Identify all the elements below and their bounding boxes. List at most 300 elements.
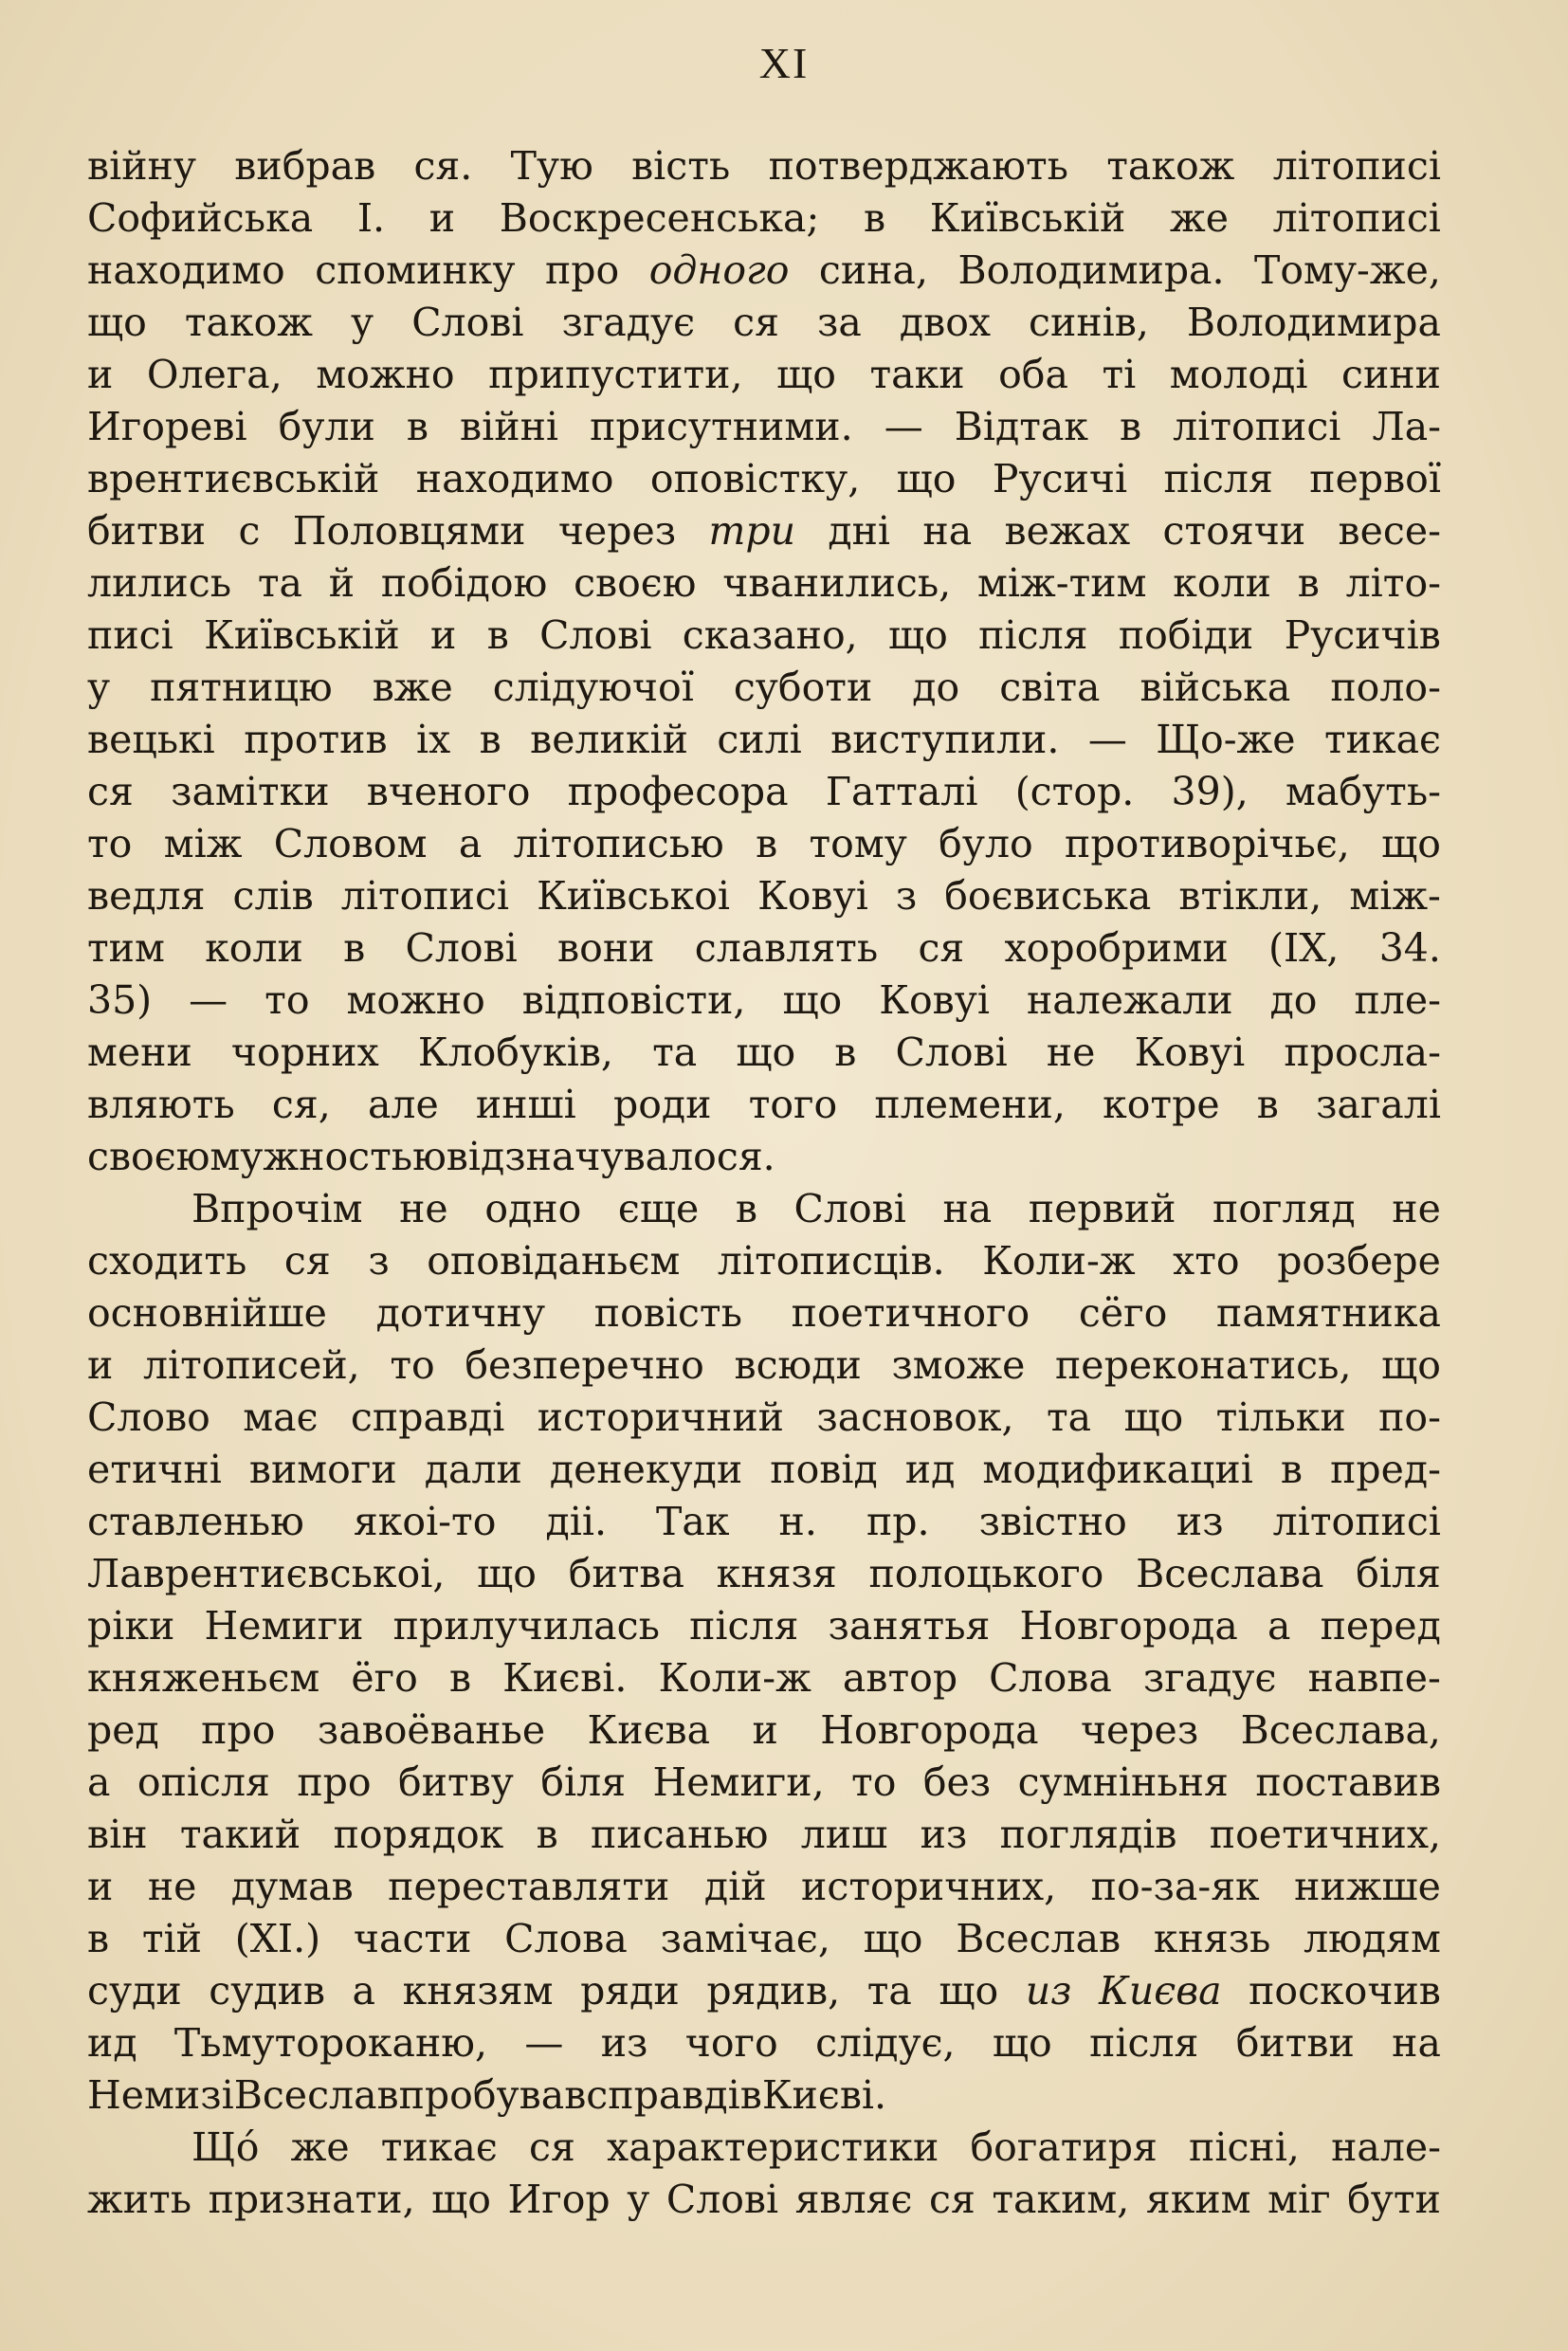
word: и <box>428 195 456 241</box>
text-line <box>87 610 1441 662</box>
word: Ла- <box>1372 404 1441 449</box>
word: Слові <box>793 1186 906 1231</box>
word: дотичну <box>375 1290 546 1336</box>
word: звістно <box>978 1499 1127 1544</box>
word: про <box>201 1707 276 1753</box>
word: ряди <box>580 1968 680 2014</box>
word: перед <box>1320 1603 1441 1649</box>
word: що <box>736 1030 796 1075</box>
word: Гатталі <box>825 769 978 814</box>
text-line <box>87 2174 1441 2226</box>
word: хто <box>1173 1238 1240 1284</box>
word: людям <box>1304 1916 1441 1961</box>
word: що <box>896 456 957 501</box>
word: в <box>1256 1082 1279 1127</box>
word: писанью <box>591 1812 769 1857</box>
word: сёго <box>1078 1290 1168 1336</box>
word: Київській <box>204 612 400 658</box>
word: та <box>866 1968 912 2014</box>
word: чого <box>684 2020 778 2066</box>
word: оповістку, <box>649 456 861 501</box>
text-line <box>87 1809 1441 1861</box>
word: Всеслав <box>233 2072 399 2118</box>
word: ся <box>918 925 965 971</box>
word: замітки <box>171 769 330 814</box>
word: Слова <box>989 1655 1112 1701</box>
word: Києві. <box>502 1655 628 1701</box>
italic-word: Києва <box>1099 1968 1222 2014</box>
word: пятницю <box>150 665 333 710</box>
word: ріки <box>87 1603 175 1649</box>
word: споминку <box>315 247 516 293</box>
word: завоёванье <box>317 1707 546 1753</box>
word: Володимира. <box>957 247 1225 293</box>
word: основнійше <box>87 1290 327 1336</box>
text-line <box>87 349 1441 401</box>
word: Слові <box>895 1030 1008 1075</box>
text-line <box>87 714 1441 766</box>
word: ставленью <box>87 1499 304 1544</box>
word: лиш <box>800 1812 888 1857</box>
word: мабуть- <box>1285 769 1441 814</box>
word: Що-же <box>1156 717 1296 762</box>
word: (XI.) <box>234 1916 321 1961</box>
word: в <box>406 404 428 449</box>
word: битву <box>398 1759 514 1805</box>
word: — <box>1087 717 1127 762</box>
word: Всеслава, <box>1240 1707 1441 1753</box>
word: присутними. <box>590 404 853 449</box>
word: тикає <box>1323 717 1441 762</box>
word: не <box>1046 1030 1096 1075</box>
word: припустити, <box>488 352 743 397</box>
word: згадує <box>1142 1655 1277 1701</box>
word: вимоги <box>248 1447 397 1492</box>
word: котре <box>1103 1082 1220 1127</box>
word: війні <box>460 404 559 449</box>
word: нижше <box>1294 1864 1441 1909</box>
word: літописі <box>1272 143 1441 189</box>
word: а <box>458 821 483 866</box>
word: Русичів <box>1284 612 1441 658</box>
word: розбере <box>1277 1238 1441 1284</box>
word: Слово <box>87 1394 210 1440</box>
word: Немиги, <box>652 1759 825 1805</box>
word: що <box>992 2020 1052 2066</box>
word: в <box>343 925 366 971</box>
word: що <box>87 300 147 345</box>
word: Ковуі <box>1134 1030 1246 1075</box>
word: міг <box>1267 2177 1331 2222</box>
word: молоді <box>1169 352 1308 397</box>
word: и <box>87 1342 114 1388</box>
word: вляють <box>87 1082 235 1127</box>
text-line <box>87 1287 1441 1340</box>
word: историчний <box>537 1394 785 1440</box>
word: синів, <box>1029 300 1149 345</box>
word: ся. <box>716 1134 775 1179</box>
word: після <box>978 612 1088 658</box>
word: битви <box>87 508 207 554</box>
word: пробував <box>398 2072 587 2118</box>
word: думав <box>230 1864 354 1909</box>
word: що <box>477 1551 537 1596</box>
word: ся, <box>271 1082 331 1127</box>
word: війська <box>1140 665 1291 710</box>
text-line <box>87 1965 1441 2017</box>
text-line <box>87 975 1441 1027</box>
text-line <box>87 1600 1441 1652</box>
word: ид <box>87 2020 137 2066</box>
word: про <box>297 1759 372 1805</box>
word: из <box>920 1812 968 1857</box>
text-line <box>87 1444 1441 1496</box>
word: повід <box>770 1447 878 1492</box>
word: у <box>351 300 374 345</box>
word: літописі <box>1272 1499 1441 1544</box>
text-line <box>87 1131 1441 1183</box>
word: в <box>479 717 501 762</box>
word: Половцями <box>292 508 526 554</box>
word: своєю <box>574 560 697 606</box>
word: ся <box>733 300 779 345</box>
word: являє <box>794 2177 913 2222</box>
word: роди <box>612 1082 712 1127</box>
word: в <box>1297 560 1320 606</box>
word: потверджають <box>768 143 1068 189</box>
word: Слові <box>405 925 518 971</box>
word: вість <box>631 143 731 189</box>
word: між-тим <box>977 560 1147 606</box>
word: Ковуі <box>757 873 868 919</box>
word: Всеслав <box>956 1916 1121 1961</box>
word: одно <box>484 1186 582 1231</box>
word: Впрочім <box>191 1186 363 1231</box>
word: біля <box>540 1759 627 1805</box>
word: та <box>652 1030 698 1075</box>
word: до <box>912 665 960 710</box>
text-line <box>87 1235 1441 1287</box>
word: лились <box>87 560 232 606</box>
word: тикає <box>380 2124 498 2170</box>
word: яким <box>1145 2177 1251 2222</box>
word: Всеслава <box>1136 1551 1324 1596</box>
word: сходить <box>87 1238 247 1284</box>
text-line <box>87 2017 1441 2069</box>
word: полоцького <box>868 1551 1104 1596</box>
word: побідою <box>380 560 548 606</box>
word: и <box>87 352 114 397</box>
word: такий <box>179 1812 301 1857</box>
word: в <box>486 612 509 658</box>
word: відповісти, <box>521 977 746 1023</box>
word: літописей, <box>142 1342 360 1388</box>
word: сини <box>1341 352 1441 397</box>
word: сказано, <box>682 612 858 658</box>
word: повість <box>593 1290 742 1336</box>
word: 35) <box>87 977 153 1023</box>
page-number: XI <box>758 39 810 87</box>
text-line <box>87 453 1441 505</box>
word: після <box>689 1603 799 1649</box>
word: опісля <box>137 1759 270 1805</box>
word: що <box>1123 1394 1184 1440</box>
word: переставляти <box>388 1864 670 1909</box>
word: вежах <box>1004 508 1131 554</box>
word: засновок, <box>816 1394 1014 1440</box>
word: тільки <box>1215 1394 1346 1440</box>
word: ся <box>928 2177 975 2222</box>
word: між <box>163 821 243 866</box>
word: чорних <box>230 1030 379 1075</box>
word: богатиря <box>970 2124 1158 2170</box>
word: втікли, <box>1178 873 1322 919</box>
word: в <box>448 1655 472 1701</box>
word: якоі-то <box>353 1499 497 1544</box>
word: находимо <box>415 456 614 501</box>
word: признати, <box>208 2177 415 2222</box>
word: — <box>189 977 228 1023</box>
word: ся. <box>413 143 473 189</box>
word: поскочив <box>1249 1968 1441 2014</box>
word: про <box>544 247 620 293</box>
word: вченого <box>366 769 531 814</box>
word: а <box>352 1968 375 2014</box>
word: коли <box>205 925 303 971</box>
word: памятника <box>1216 1290 1441 1336</box>
word: але <box>367 1082 439 1127</box>
word: та <box>1046 1394 1092 1440</box>
word: в <box>739 2072 762 2118</box>
word: суди <box>87 1968 182 2014</box>
word: вони <box>557 925 655 971</box>
word: в <box>1280 1447 1304 1492</box>
word: можно <box>316 352 455 397</box>
text-line <box>87 140 1441 192</box>
word: вибрав <box>234 143 376 189</box>
text-line <box>87 557 1441 610</box>
word: с <box>238 508 261 554</box>
word: справді <box>586 2072 740 2118</box>
word: також <box>184 300 313 345</box>
word: битви <box>1235 2020 1355 2066</box>
word: в <box>735 1186 757 1231</box>
text-line <box>87 505 1441 557</box>
word: й <box>328 560 356 606</box>
word: без <box>922 1759 992 1805</box>
word: не <box>1392 1186 1441 1231</box>
word: ведля <box>87 873 206 919</box>
word: нале- <box>1331 2124 1441 2170</box>
word: на <box>922 508 973 554</box>
word: після <box>1089 2020 1199 2066</box>
word: оповіданьєм <box>427 1238 681 1284</box>
word: вецькі <box>87 717 215 762</box>
word: Київськоі <box>537 873 731 919</box>
word: не <box>147 1864 197 1909</box>
word: відзначувало <box>446 1134 717 1179</box>
word: літописі <box>1272 195 1441 241</box>
word: из <box>600 2020 648 2066</box>
word: за <box>817 300 862 345</box>
word: и <box>752 1707 778 1753</box>
body-text <box>87 140 1441 2226</box>
word: згадує <box>561 300 696 345</box>
italic-word: из <box>1025 1968 1072 2014</box>
word: Лаврентиєвськоі, <box>87 1551 446 1596</box>
word: Слові <box>539 612 652 658</box>
word: зможе <box>891 1342 1026 1388</box>
word: Новгорода <box>820 1707 1039 1753</box>
word: Немизі <box>87 2072 234 2118</box>
word: находимо <box>87 247 285 293</box>
word: Игореві <box>87 404 247 449</box>
word: що <box>1381 821 1441 866</box>
word: по-за-як <box>1090 1864 1260 1909</box>
word: до <box>1269 977 1318 1023</box>
word: Щó <box>191 2124 260 2170</box>
word: просла- <box>1284 1030 1441 1075</box>
word: Відтак <box>954 404 1088 449</box>
word: слів <box>232 873 314 919</box>
word: оба <box>998 352 1068 397</box>
word: він <box>87 1812 148 1857</box>
word: пле- <box>1354 977 1441 1023</box>
word: були <box>278 404 375 449</box>
word: пред- <box>1330 1447 1441 1492</box>
word: Коли-ж <box>658 1655 811 1701</box>
text-line <box>87 1340 1441 1392</box>
word: то <box>851 1759 897 1805</box>
text-line <box>87 922 1441 975</box>
word: пісні, <box>1189 2124 1300 2170</box>
word: первої <box>1309 456 1441 501</box>
word: в <box>863 195 886 241</box>
word: між- <box>1349 873 1441 919</box>
word: великій <box>530 717 688 762</box>
word: в <box>1120 404 1142 449</box>
word: судив <box>209 1968 325 2014</box>
word: мужностью <box>210 1134 447 1179</box>
word: против <box>244 717 388 762</box>
word: историчних, <box>801 1864 1057 1909</box>
word: з <box>895 873 918 919</box>
text-line <box>87 1548 1441 1600</box>
word: племени, <box>874 1082 1066 1127</box>
word: характеристики <box>606 2124 939 2170</box>
word: (IX, <box>1268 925 1340 971</box>
word: тим <box>87 925 165 971</box>
word: — <box>524 2020 564 2066</box>
word: Києва <box>587 1707 711 1753</box>
word: Новгорода <box>1019 1603 1238 1649</box>
word: князям <box>402 1968 554 2014</box>
text-line <box>87 1079 1441 1131</box>
word: в <box>756 821 778 866</box>
text-line <box>87 1183 1441 1235</box>
word: Игор <box>507 2177 611 2222</box>
word: коли <box>1173 560 1271 606</box>
word: вже <box>372 665 453 710</box>
word: переконатись, <box>1054 1342 1352 1388</box>
word: силі <box>717 717 802 762</box>
word: а <box>87 1759 111 1805</box>
word: що <box>888 612 948 658</box>
word: замічає, <box>660 1916 830 1961</box>
word: врентиєвській <box>87 456 380 501</box>
word: Слова <box>504 1916 628 1961</box>
word: ид <box>904 1447 956 1492</box>
word: на <box>942 1186 993 1231</box>
text-line <box>87 192 1441 245</box>
word: княженьєм <box>87 1655 320 1701</box>
text-line <box>87 2122 1441 2174</box>
word: по- <box>1378 1394 1441 1440</box>
word: Так <box>656 1499 730 1544</box>
word: єще <box>617 1186 700 1231</box>
word: ёго <box>351 1655 418 1701</box>
word: що <box>776 352 836 397</box>
word: Тую <box>510 143 593 189</box>
text-line <box>87 245 1441 297</box>
text-line <box>87 870 1441 922</box>
word: Олега, <box>146 352 283 397</box>
word: літописью <box>513 821 724 866</box>
word: та <box>257 560 302 606</box>
word: своєю <box>87 1134 210 1179</box>
word: побіди <box>1118 612 1254 658</box>
text-line <box>87 1913 1441 1965</box>
word: Немиги <box>204 1603 364 1649</box>
word: навпе- <box>1307 1655 1441 1701</box>
word: літописі <box>340 873 510 919</box>
word: и <box>87 1864 114 1909</box>
word: же <box>290 2124 350 2170</box>
word: етичні <box>87 1447 222 1492</box>
word: же <box>1170 195 1229 241</box>
word: було <box>939 821 1033 866</box>
word: 39), <box>1171 769 1249 814</box>
word: Софийська <box>87 195 314 241</box>
word: що <box>863 1916 923 1961</box>
word: Слові <box>411 300 524 345</box>
word: из <box>1176 1499 1224 1544</box>
word: (стор. <box>1014 769 1135 814</box>
word: після <box>1163 456 1273 501</box>
word: Воскресенська; <box>499 195 820 241</box>
word: загалі <box>1316 1082 1441 1127</box>
word: має <box>243 1394 319 1440</box>
word: пр. <box>866 1499 930 1544</box>
word: в <box>834 1030 857 1075</box>
word: двох <box>899 300 992 345</box>
word: професора <box>567 769 789 814</box>
word: Клобуків, <box>417 1030 613 1075</box>
word: а <box>1267 1603 1291 1649</box>
word: всюди <box>734 1342 862 1388</box>
word: сина, <box>818 247 929 293</box>
word: противорічьє, <box>1065 821 1350 866</box>
word: війну <box>87 143 196 189</box>
word: Тому-же, <box>1254 247 1441 293</box>
word: прилучилась <box>392 1603 660 1649</box>
italic-word: одного <box>648 247 790 293</box>
word: Тьмутороканю, <box>173 2020 488 2066</box>
word: н. <box>778 1499 817 1544</box>
word: літо- <box>1345 560 1441 606</box>
word: сумніньня <box>1017 1759 1229 1805</box>
word: суботи <box>733 665 873 710</box>
